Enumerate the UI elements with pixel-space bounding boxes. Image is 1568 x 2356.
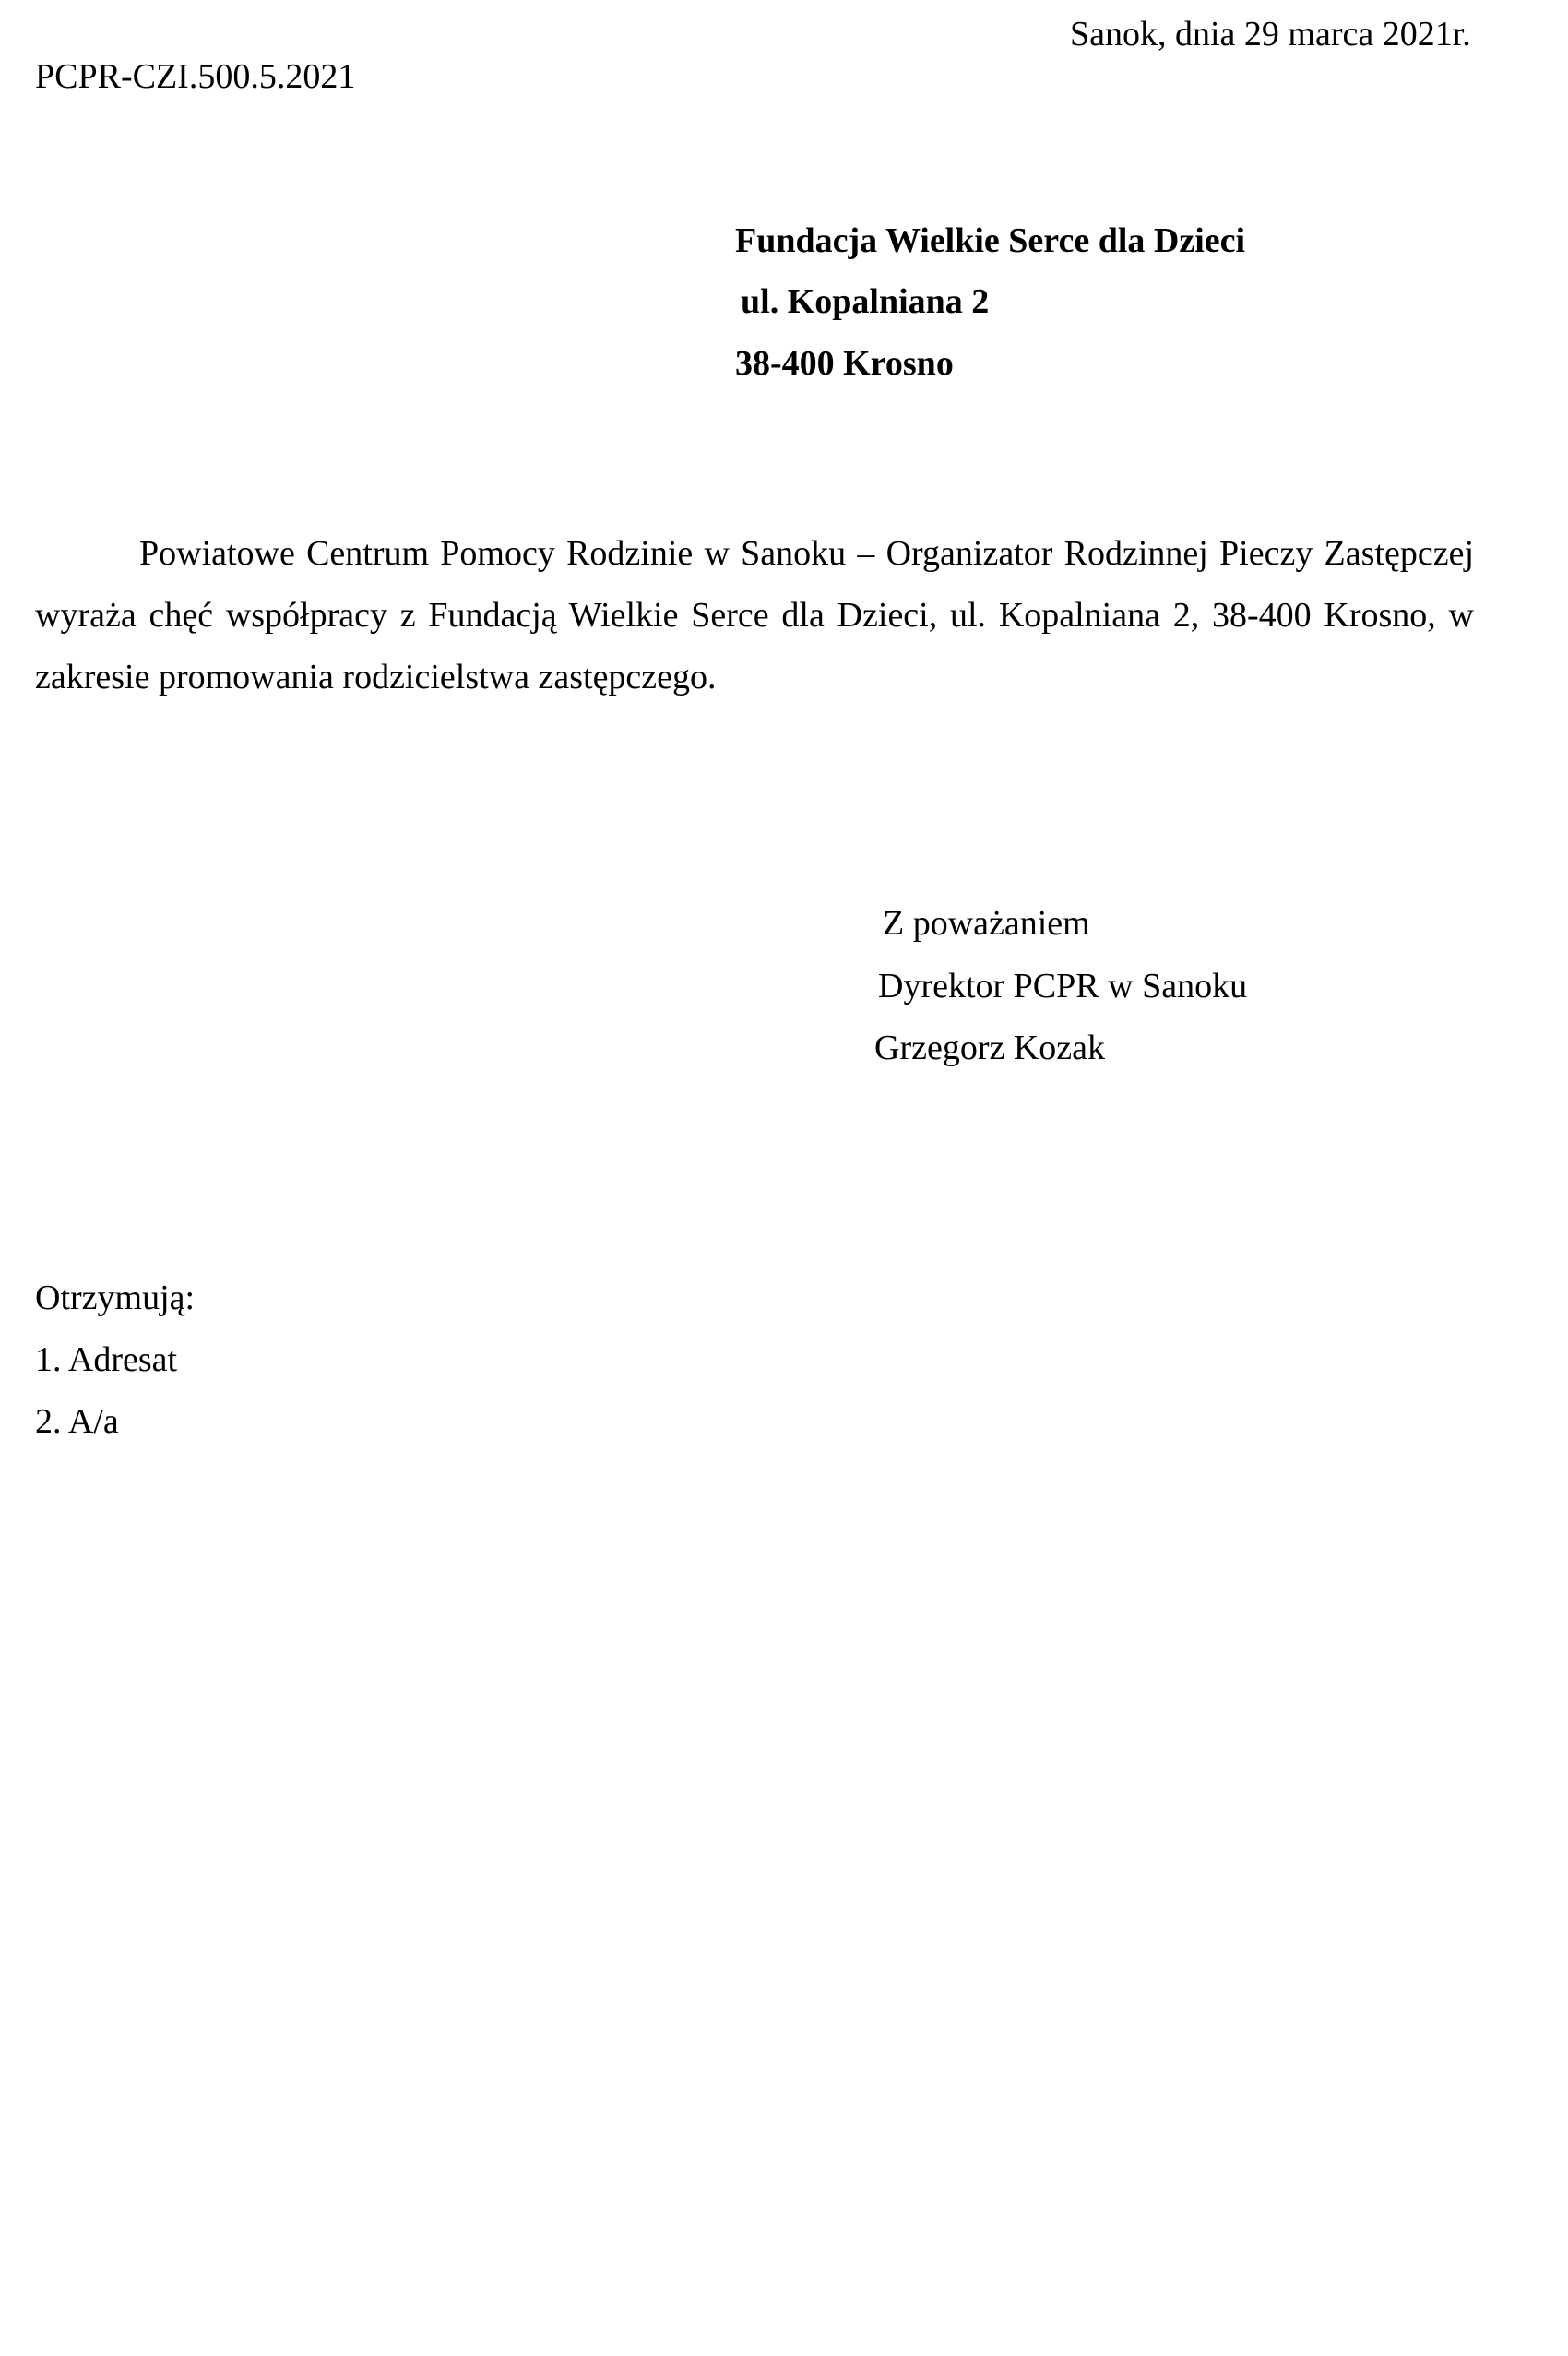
- signature-title: Dyrektor PCPR w Sanoku: [878, 967, 1248, 1005]
- place-date: Sanok, dnia 29 marca 2021r.: [1070, 15, 1471, 54]
- signature-name: Grzegorz Kozak: [874, 1029, 1106, 1067]
- distribution-item: 2. A/a: [35, 1402, 119, 1441]
- recipient-street: ul. Kopalniana 2: [741, 282, 990, 321]
- signature-closing: Z poważaniem: [883, 904, 1090, 943]
- distribution-heading: Otrzymują:: [35, 1279, 196, 1317]
- reference-number: PCPR-CZI.500.5.2021: [35, 57, 356, 96]
- recipient-city: 38-400 Krosno: [735, 344, 954, 383]
- letter-body-paragraph: Powiatowe Centrum Pomocy Rodzinie w Sanoku – Organizator Rodzinnej Pieczy Zastępczej wyraża chęć współpracy z Fundacją Wielkie Serce dla Dzieci, ul. Kopalniana 2, 38-400 Krosno, w zakresie promowania rodzicielstwa zastępczego.: [35, 534, 1474, 696]
- recipient-name: Fundacja Wielkie Serce dla Dzieci: [735, 221, 1246, 260]
- distribution-item: 1. Adresat: [35, 1340, 178, 1379]
